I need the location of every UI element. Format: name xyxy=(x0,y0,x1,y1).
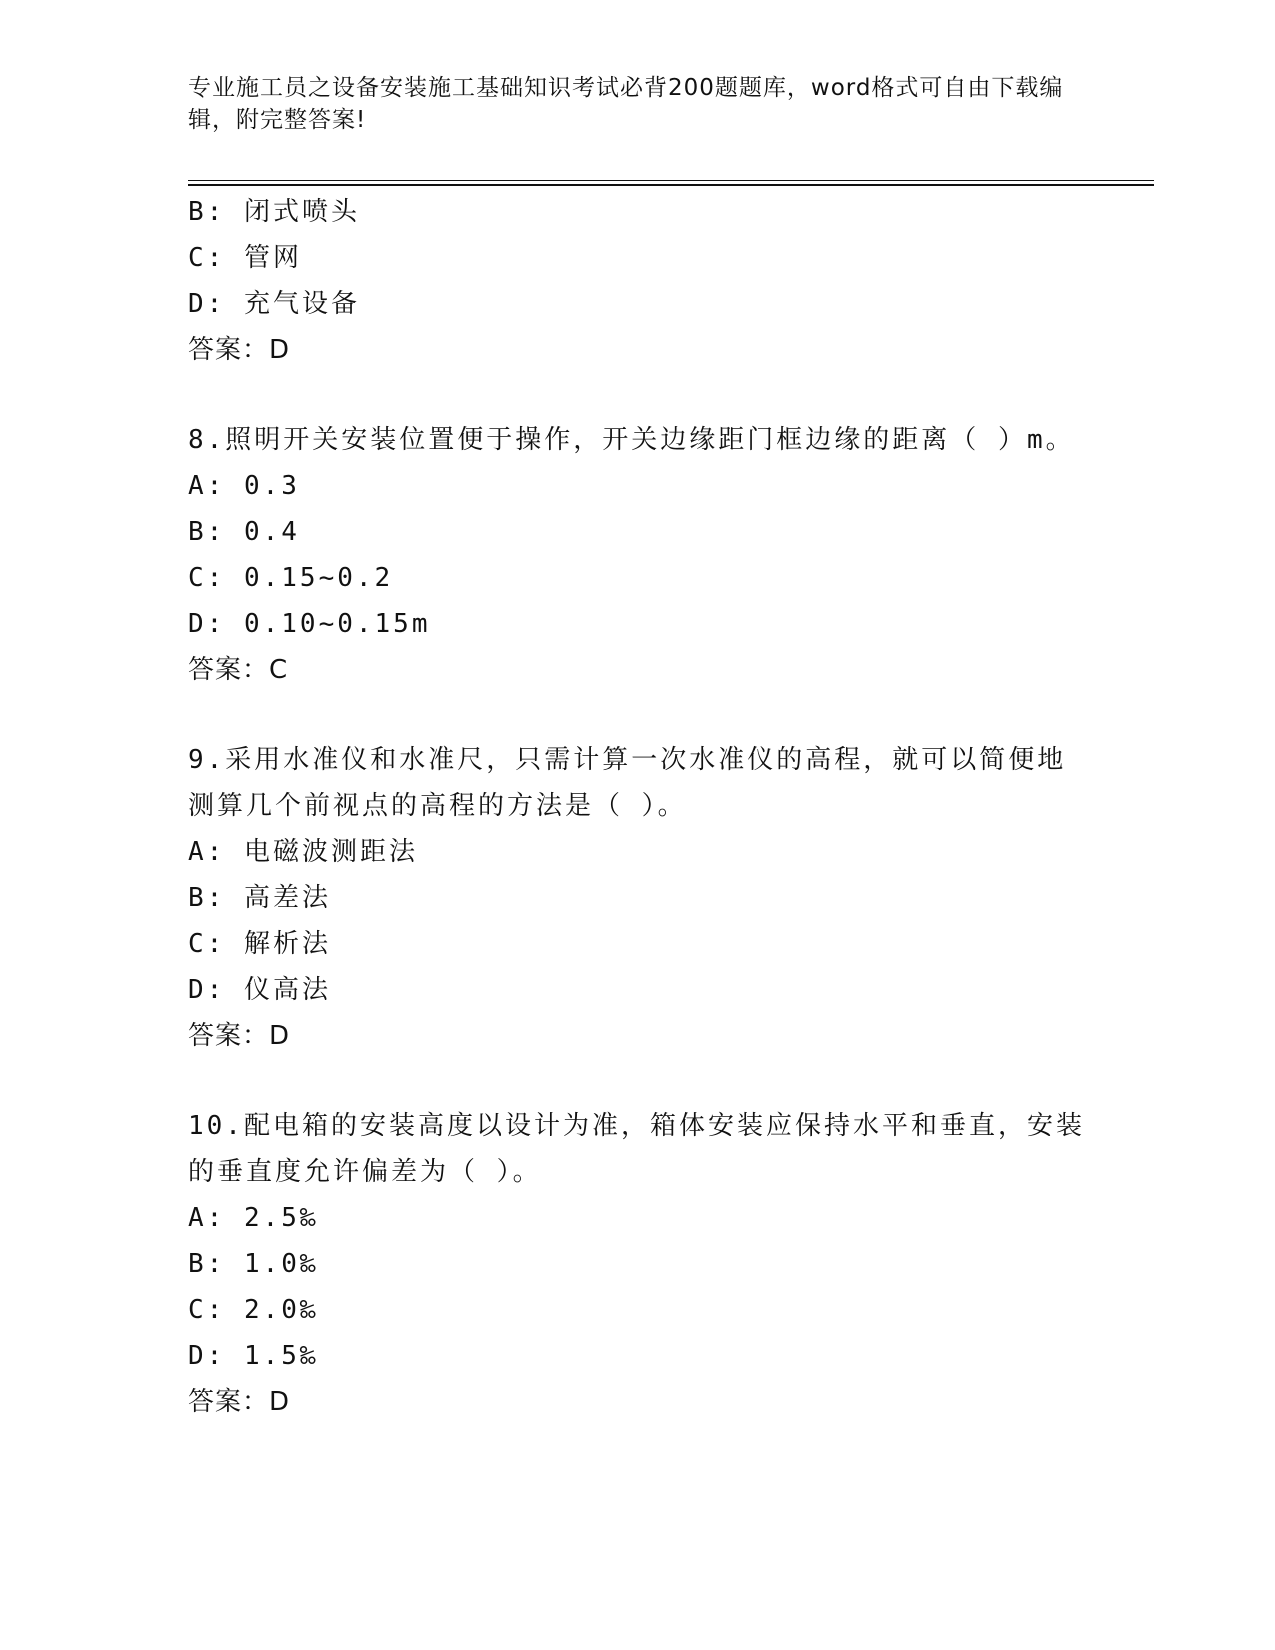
spacer xyxy=(188,1059,1088,1103)
option-d: D: 仪高法 xyxy=(188,975,331,1005)
option-a: A: 电磁波测距法 xyxy=(188,837,418,867)
option-d: D: 充气设备 xyxy=(188,289,360,319)
option-b: B: 闭式喷头 xyxy=(188,197,360,227)
answer-line: 答案：D xyxy=(188,335,291,365)
question-10 xyxy=(188,1103,1088,1425)
option-c: C: 2.0‰ xyxy=(188,1295,319,1325)
answer-line: 答案：D xyxy=(188,1021,291,1051)
header-divider-thin xyxy=(188,180,1154,181)
option-b: B: 高差法 xyxy=(188,883,331,913)
option-a: A: 0.3 xyxy=(188,471,300,501)
answer-line: 答案：D xyxy=(188,1387,291,1417)
spacer xyxy=(188,693,1088,737)
question-8 xyxy=(188,417,1088,693)
question-9 xyxy=(188,737,1088,1059)
option-b: B: 1.0‰ xyxy=(188,1249,319,1279)
answer-line: 答案：C xyxy=(188,655,289,685)
question-text-line-1: 10.配电箱的安装高度以设计为准，箱体安装应保持水平和垂直，安装 xyxy=(188,1111,1085,1141)
question-text-line-1: 9.采用水准仪和水准尺，只需计算一次水准仪的高程，就可以简便地 xyxy=(188,745,1067,775)
question-text: 8.照明开关安装位置便于操作，开关边缘距门框边缘的距离（ ）m。 xyxy=(188,425,1075,455)
option-c: C: 0.15~0.2 xyxy=(188,563,394,593)
previous-question-tail xyxy=(188,189,1088,373)
option-d: D: 0.10~0.15m xyxy=(188,609,431,639)
option-a: A: 2.5‰ xyxy=(188,1203,319,1233)
spacer xyxy=(188,373,1088,417)
header-title: 专业施工员之设备安装施工基础知识考试必背200题题库，word格式可自由下载编辑，附完整答案! xyxy=(188,75,1064,133)
header-divider-thick xyxy=(188,184,1154,186)
document-body xyxy=(188,189,1088,1425)
question-text-line-2: 测算几个前视点的高程的方法是（ ）。 xyxy=(188,791,687,821)
option-b: B: 0.4 xyxy=(188,517,300,547)
option-c: C: 解析法 xyxy=(188,929,331,959)
document-header xyxy=(188,72,1088,136)
option-c: C: 管网 xyxy=(188,243,302,273)
question-text-line-2: 的垂直度允许偏差为（ ）。 xyxy=(188,1157,542,1187)
option-d: D: 1.5‰ xyxy=(188,1341,319,1371)
